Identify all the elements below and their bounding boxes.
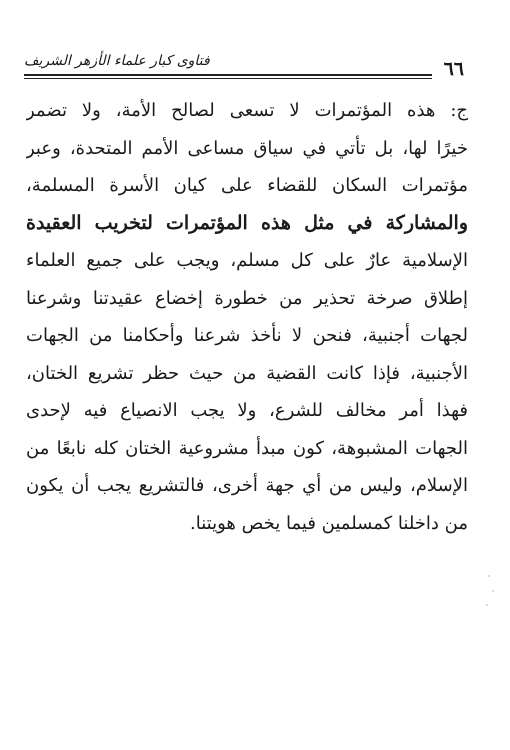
page-header bbox=[24, 52, 464, 86]
scan-speck bbox=[488, 575, 490, 577]
text-line-2: خيرًا لها، بل تأتي في سياق مساعى الأمم المتحدة، وعبر bbox=[26, 137, 468, 159]
header-rule-thin bbox=[24, 78, 432, 79]
text-line-10: الجهات المشبوهة، كون مبدأ مشروعية الختان كله نابعًا من bbox=[26, 437, 468, 459]
page-number: ٦٦ bbox=[443, 58, 464, 80]
running-title: فتاوى كبار علماء الأزهر الشريف bbox=[24, 53, 210, 69]
text-line-12: من داخلنا كمسلمين فيما يخص هويتنا. bbox=[190, 512, 468, 534]
text-line-9: فهذا أمر مخالف للشرع، ولا يجب الانصياع فيه لإحدى bbox=[26, 400, 468, 421]
text-line-5: الإسلامية عارٌ على كل مسلم، ويجب على جميع العلماء bbox=[26, 250, 468, 271]
text-line-4: والمشاركة في مثل هذه المؤتمرات لتخريب العقيدة bbox=[26, 211, 468, 234]
scan-speck bbox=[492, 590, 494, 592]
fatwa-answer-text bbox=[26, 92, 468, 542]
text-line-11: الإسلام، وليس من أي جهة أخرى، فالتشريع يجب أن يكون bbox=[26, 475, 468, 496]
header-rule bbox=[24, 74, 432, 76]
text-line-7: لجهات أجنبية، فنحن لا نأخذ شرعنا وأحكامنا من الجهات bbox=[26, 325, 468, 346]
text-line-3: مؤتمرات السكان للقضاء على كيان الأسرة المسلمة، bbox=[26, 175, 468, 196]
text-line-6: إطلاق صرخة تحذير من خطورة إخضاع عقيدتنا وشرعنا bbox=[26, 287, 468, 309]
scan-speck bbox=[486, 604, 488, 606]
text-line-1: ج: هذه المؤتمرات لا تسعى لصالح الأمة، ولا تضمر bbox=[26, 100, 468, 121]
text-line-8: الأجنبية، فإذا كانت القضية من حيث حظر تشريع الختان، bbox=[26, 362, 468, 384]
